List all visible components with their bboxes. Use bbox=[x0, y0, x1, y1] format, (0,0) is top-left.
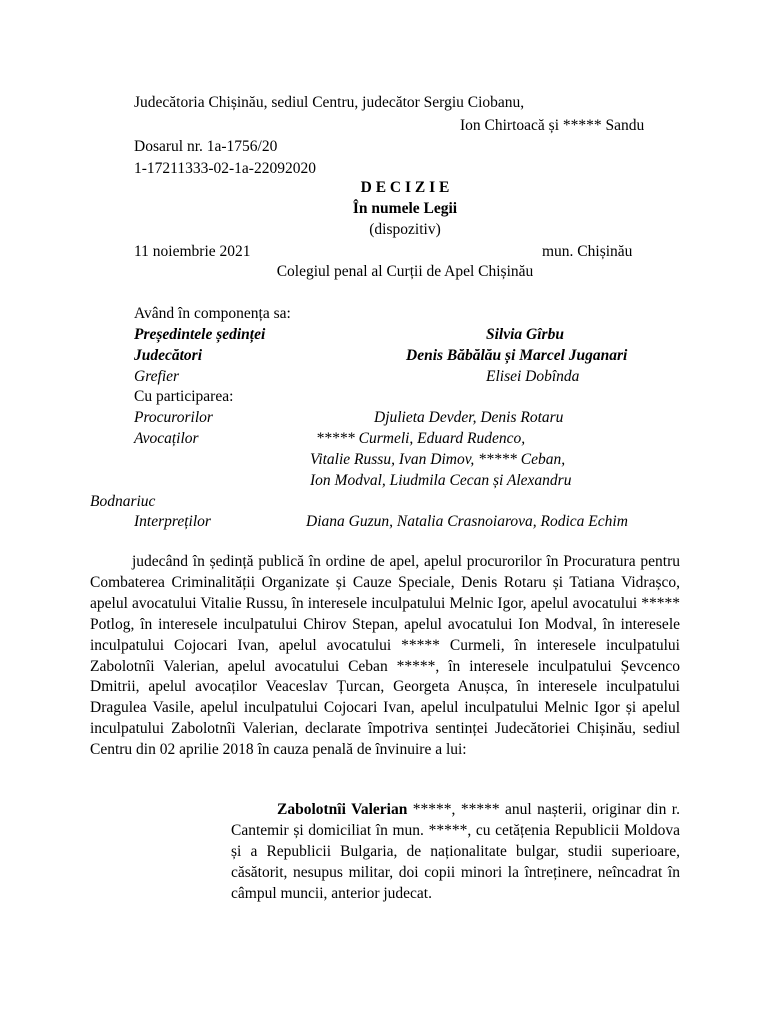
decision-date: 11 noiembrie 2021 bbox=[134, 243, 251, 260]
dispozitiv-label: (dispozitiv) bbox=[369, 221, 441, 238]
in-the-name-of-law: În numele Legii bbox=[352, 200, 458, 217]
lawyers-names-2: Vitalie Russu, Ivan Dimov, ***** Ceban, bbox=[310, 451, 566, 468]
judges-names: Denis Băbălău și Marcel Juganari bbox=[406, 347, 628, 364]
case-number: Dosarul nr. 1a-1756/20 bbox=[134, 138, 278, 155]
body-paragraph: judecând în ședință publică în ordine de apel, apelul procurorilor în Procuratura pentru Combaterea Criminalității Organizate și Cauze Speciale, Denis Rotaru și Tatiana Vidrașco, apelul avocatului Vitalie Russu, în interesele inculpatului Melnic Igor, apelul avocatului ***** Potlog, în interesele inculpatului Chirov Stepan, apelul avocatului Ion Modval, în interesele inculpatului Cojocari Ivan, apelul avocatului ***** Curmeli, în interesele inculpatului Zabolotnîi Valerian, apelul avocatului Ceban *****, în interesele inculpatului Șevcenco Dmitrii, apelul avocaților Veaceslav Țurcan, Georgeta Anușca, în interesele inculpatului Dragulea Vasile, apelul inculpatului Cojocari Ivan, apelul inculpatului Melnic Igor și apelul inculpatului Zabolotnîi Valerian, declarate împotriva sentinței Judecătoriei Chișinău, sediul Centru din 02 aprilie 2018 în cauza penală de învinuire a lui: bbox=[90, 553, 680, 759]
interpreters-names: Diana Guzun, Natalia Crasnoiarova, Rodica Echim bbox=[306, 513, 628, 530]
presiding-label: Președintele ședinței bbox=[134, 326, 266, 343]
court-line: Judecătoria Chișinău, sediul Centru, judecător Sergiu Ciobanu, bbox=[134, 94, 525, 111]
judges-label: Judecători bbox=[134, 347, 203, 364]
interpreters-label: Interpreților bbox=[134, 513, 211, 530]
document-title: D E C I Z I E bbox=[360, 179, 450, 196]
lawyers-names-1: ***** Curmeli, Eduard Rudenco, bbox=[316, 430, 526, 447]
participation-label: Cu participarea: bbox=[134, 388, 234, 405]
case-code: 1-17211333-02-1a-22092020 bbox=[134, 160, 316, 177]
lawyers-names-4: Bodnariuc bbox=[90, 493, 156, 510]
prosecutors-names: Djulieta Devder, Denis Rotaru bbox=[374, 409, 564, 426]
clerk-label: Grefier bbox=[134, 368, 180, 385]
decision-place: mun. Chișinău bbox=[542, 243, 633, 260]
composition-intro: Având în componența sa: bbox=[134, 305, 291, 322]
lawyers-names-3: Ion Modval, Liudmila Cecan și Alexandru bbox=[310, 472, 572, 489]
defendant-block bbox=[231, 800, 680, 905]
college-name: Colegiul penal al Curții de Apel Chișinău bbox=[276, 263, 534, 280]
prosecutors-label: Procurorilor bbox=[134, 409, 213, 426]
presiding-name: Silvia Gîrbu bbox=[486, 326, 564, 343]
clerk-name: Elisei Dobînda bbox=[486, 368, 580, 385]
defendant-details: *****, ***** anul nașterii, originar din r. Cantemir și domiciliat în mun. *****, cu cetățenia Republicii Moldova și a Republicii Bulgaria, de naționalitate bulgar, studii superioare, căsătorit, nesupus militar, doi copii minori la întreținere, neîncadrat în câmpul muncii, anterior judecat. bbox=[231, 801, 680, 902]
lawyers-label: Avocaților bbox=[134, 430, 199, 447]
judges-line: Ion Chirtoacă și ***** Sandu bbox=[460, 117, 645, 134]
defendant-name: Zabolotnîi Valerian bbox=[277, 801, 408, 818]
